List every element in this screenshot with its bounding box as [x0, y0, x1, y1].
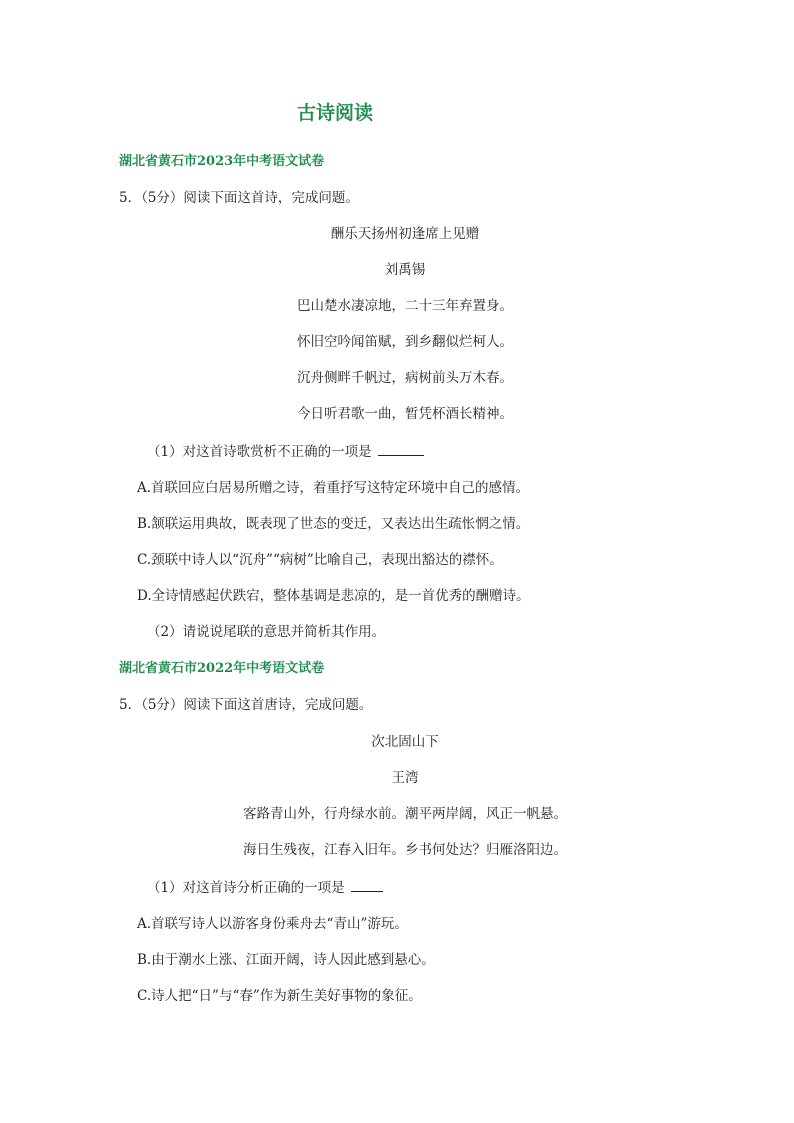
option-c: C.诗人把“日”与“春”作为新生美好事物的象征。 [137, 988, 422, 1004]
poem-line: 巴山楚水凄凉地，二十三年弃置身。 [297, 298, 513, 314]
poem-title: 酬乐天扬州初逢席上见赠 [330, 226, 480, 242]
sub-question-text: （1）对这首诗分析正确的一项是 [147, 880, 345, 896]
exam-source-2023: 湖北省黄石市2023年中考语文试卷 [119, 154, 325, 169]
sub-question-text: （1）对这首诗歌赏析不正确的一项是 [147, 444, 372, 460]
page-title: 古诗阅读 [296, 102, 373, 124]
option-b: B.颔联运用典故，既表现了世态的变迁，又表达出生疏怅惘之情。 [137, 516, 530, 532]
exam-source-2022: 湖北省黄石市2022年中考语文试卷 [119, 661, 325, 676]
poem-line: 怀旧空吟闻笛赋，到乡翻似烂柯人。 [297, 334, 513, 350]
poem-author: 刘禹锡 [384, 262, 426, 278]
answer-blank[interactable] [378, 443, 424, 456]
option-b: B.由于潮水上涨、江面开阔，诗人因此感到悬心。 [137, 952, 435, 968]
poem-line: 沉舟侧畔千帆过，病树前头万木春。 [297, 370, 513, 386]
option-a: A.首联回应白居易所赠之诗，着重抒写这特定环境中自己的感情。 [137, 480, 530, 496]
poem-title: 次北固山下 [371, 734, 439, 750]
answer-blank[interactable] [351, 879, 383, 892]
sub-question-1 [147, 876, 383, 896]
poem-line: 客路青山外，行舟绿水前。潮平两岸阔，风正一帆悬。 [243, 806, 567, 822]
poem-line: 海日生残夜，江春入旧年。乡书何处达？归雁洛阳边。 [243, 842, 567, 858]
option-d: D.全诗情感起伏跌宕，整体基调是悲凉的，是一首优秀的酬赠诗。 [137, 588, 530, 604]
poem-author: 王湾 [391, 770, 419, 786]
poem-line: 今日听君歌一曲，暂凭杯酒长精神。 [297, 406, 513, 422]
option-a: A.首联写诗人以游客身份乘舟去“青山”游玩。 [137, 916, 408, 932]
sub-question-2: （2）请说说尾联的意思并简析其作用。 [147, 624, 386, 640]
question-prompt: 5．（5分）阅读下面这首唐诗，完成问题。 [119, 697, 373, 713]
question-prompt: 5．（5分）阅读下面这首诗，完成问题。 [119, 190, 359, 206]
sub-question-1 [147, 440, 424, 460]
option-c: C.颈联中诗人以“沉舟”“病树”比喻自己，表现出豁达的襟怀。 [137, 552, 503, 568]
